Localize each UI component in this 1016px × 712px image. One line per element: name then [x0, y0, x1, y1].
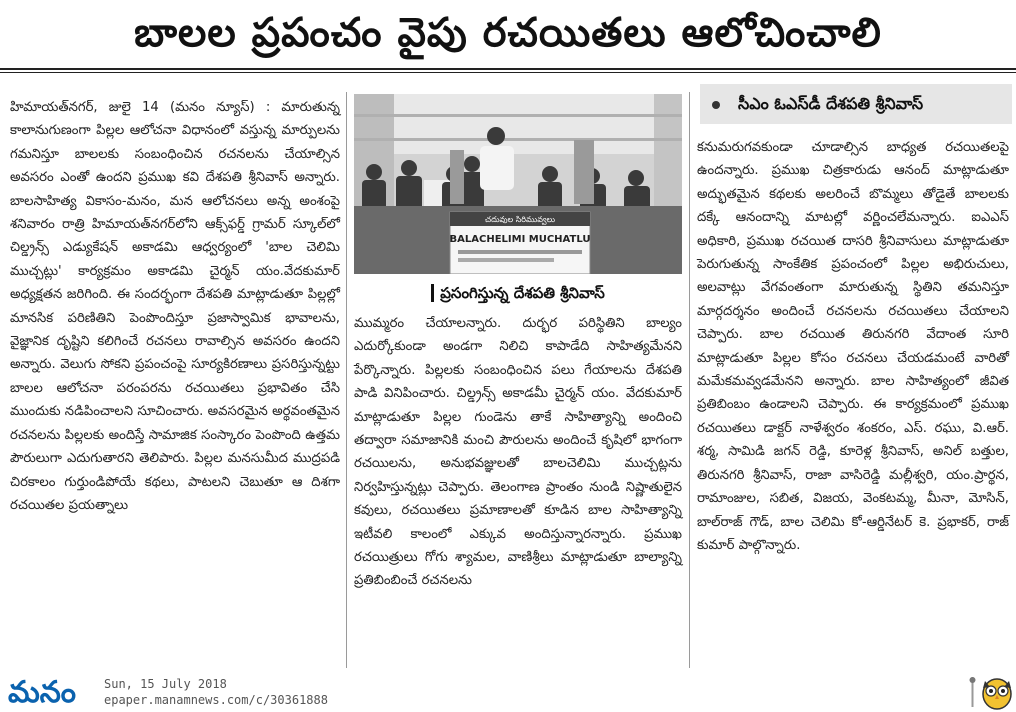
column-divider-2 [689, 92, 690, 668]
event-photo-image [354, 94, 682, 274]
edition-date: Sun, 15 July 2018 [104, 677, 227, 691]
banner-main-text: BALACHELIMI MUCHATLU [449, 234, 591, 245]
column-divider-1 [346, 92, 347, 668]
footer-meta [104, 676, 328, 708]
headline: బాలల ప్రపంచం వైపు రచయితలు ఆలోచించాలి [134, 10, 882, 56]
article-column-3 [697, 136, 1009, 557]
column-3-text: కనుమరుగవకుండా చూడాల్సిన బాధ్యత రచయితలపై ఉందన్నారు. ప్రముఖ చిత్రకారుడు ఆనంద్‌ మాట్లాడుతూ అద్భుతమైన కథలకు అలరించే బొమ్మలు తోడైతే బాలలకు దక్కే ఆనందాన్ని మాటల్లో వర్ణించలేమన్నారు. ఐఎఎస్‌ అధికారి, ప్రముఖ రచయిత దాసరి శ్రీనివాసులు మాట్లాడుతూ పెరుగుతున్న సాంకేతిక ప్రపంచంలో పిల్లల అభిరుచులు, అలవాట్లు వేగవంతంగా మారుతున్న స్థితిని తమనిస్తూ మార్గదర్శనం అందించే రచనలను రచయితలు చేయాలని చెప్పారు. బాల రచయిత తిరునగరి వేదాంత సూరి మాట్లాడుతూ పిల్లల కోసం రచనలు చేయడమంటే వారితో మమేకమవ్వడమేనని అన్నారు. బాల సాహిత్యంలో జీవిత ప్రతిబింబం ఉండాలని చెప్పారు. ఈ కార్యక్రమంలో ప్రముఖ రచయితలు డాక్టర్‌ నాళేశ్వరం శంకరం, ఎస్‌. రఘు, వి.ఆర్‌. శర్మ, సామిడి జగన్‌ రెడ్డి, కూరెళ్ల శ్రీనివాస్‌, అనిల్‌ బత్తుల, తిరునగరి శ్రీనివాస్‌, రాజా వాసిరెడ్డి మల్లీశ్వరి, యం.ప్రార్థన, రామాంజుల, సబిత, విజయ, వెంకటమ్మ, మీనా, మోసిన్‌, బాల్‌రాజ్‌ గౌడ్‌, బాల చెలిమి కో-ఆర్డినేటర్‌ కె. ప్రభాకర్‌, రాజ్‌ కుమార్‌ పాల్గొన్నారు. [697, 140, 1009, 553]
epaper-url[interactable]: epaper.manamnews.com/c/30361888 [104, 693, 328, 707]
photo-caption [354, 278, 682, 308]
headline-rule-bottom [0, 72, 1016, 73]
footer [0, 672, 1016, 712]
bullet-dot-icon [712, 101, 720, 109]
event-photo [354, 94, 682, 274]
article-column-2 [354, 312, 682, 593]
headline-rule-top [0, 68, 1016, 70]
owl-icon [980, 674, 1014, 710]
banner-top-text: చదువుల సిరిమువ్వలు [485, 215, 555, 224]
photo-caption-text: ప్రసంగిస్తున్న దేశపతి శ్రీనివాస్‌ [431, 284, 605, 302]
column-1-text: హిమాయత్‌నగర్‌, జులై 14 (మనం న్యూస్‌) : మారుతున్న కాలానుగుణంగా పిల్లల ఆలోచనా విధానంలో వస్తున్న మార్పులను గమనిస్తూ బాలలకు సంబంధించిన రచనలను చేయాల్సిన అవసరం ఎంతో ఉందని ప్రముఖ కవి దేశపతి శ్రీనివాస్‌ అన్నారు. బాలసాహిత్య వికాసం-మనం, మన ఆలోచనలు అన్న అంశంపై శనివారం రాత్రి హిమాయత్‌నగర్‌లోని ఆక్స్‌ఫర్డ్‌ గ్రామర్‌ స్కూల్‌లో చిల్డ్రన్స్‌ ఎడ్యుకేషన్‌ అకాడమి ఆధ్వర్యంలో 'బాల చెలిమి ముచ్చట్లు' కార్యక్రమం అకాడమి చైర్మన్‌ యం.వేదకుమార్‌ అధ్యక్షతన జరిగింది. ఈ సందర్భంగా దేశపతి మాట్లాడుతూ పిల్లల్లో మానసిక పరిణితిని పెంపొందిస్తూ ప్రజాస్వామిక భావాలను, వైజ్ఞానిక దృష్టిని కలిగించే రచనలు రావాల్సిన అవసరం ఉందని అన్నారు. వెలుగు సోకని ప్రపంచంపై సూర్యకిరణాలు ప్రసరిస్తున్నట్టు బాలల ఆలోచనా పరంపరను రచయితలు ప్రభావితం చేసి ముందుకు నడిపించాలని సూచించారు. అవసరమైన అర్థవంతమైన రచనలను పిల్లలకు అందిస్తే సామాజిక సంస్కారం పెంపొంది ఉత్తమ పౌరులుగా ఎదుగుతారని తెలిపారు. పిల్లల మనసుమీద ముద్రపడి చిరకాలం గుర్తుండిపోయే కథలు, పాటలని చెబుతూ ఆ దిశగా రచయితల ప్రయత్నాలు [10, 100, 340, 513]
manam-logo[interactable]: మనం [8, 675, 77, 710]
column-2-text: ముమ్మరం చేయాలన్నారు. దుర్భర పరిస్థితిని బాల్యం ఎదుర్కోకుండా అండగా నిలిచి కాపాడేది సాహిత్యమేనని పేర్కొన్నారు. పిల్లలకు సంబంధించిన పలు గేయాలను దేశపతి పాడి వినిపించారు. చిల్డ్రన్స్‌ అకాడమీ చైర్మన్‌ యం. వేదకుమార్‌ మాట్లాడుతూ పిల్లల గుండెను తాకే సాహిత్యాన్ని అందించి తద్వారా సమాజానికి మంచి పౌరులను అందించే కృషిలో భాగంగా రచయిలను, అనుభవజ్ఞులతో బాలచెలిమి ముచ్చట్లను నిర్వహిస్తున్నట్లు చెప్పారు. తెలంగాణ ప్రాంతం నుండి నిష్ణాతులైన కవులు, రచయితలు ప్రమాణాలతో కూడిన బాల సాహిత్యాన్ని ఇటీవలి కాలంలో ఎక్కువ అందిస్తున్నారన్నారు. ప్రముఖ రచయిత్రులు గోగు శ్యామల, వాణిశ్రీలు మాట్లాడుతూ బాల్యాన్ని ప్రతిబింబించే రచనలను [354, 316, 682, 589]
byline-text: సీఎం ఓఎస్‌డీ దేశపతి శ్రీనివాస్‌ [738, 94, 924, 113]
scroll-indicator-icon[interactable] [968, 676, 977, 708]
article-column-1 [10, 96, 340, 517]
byline-box [700, 84, 1012, 124]
